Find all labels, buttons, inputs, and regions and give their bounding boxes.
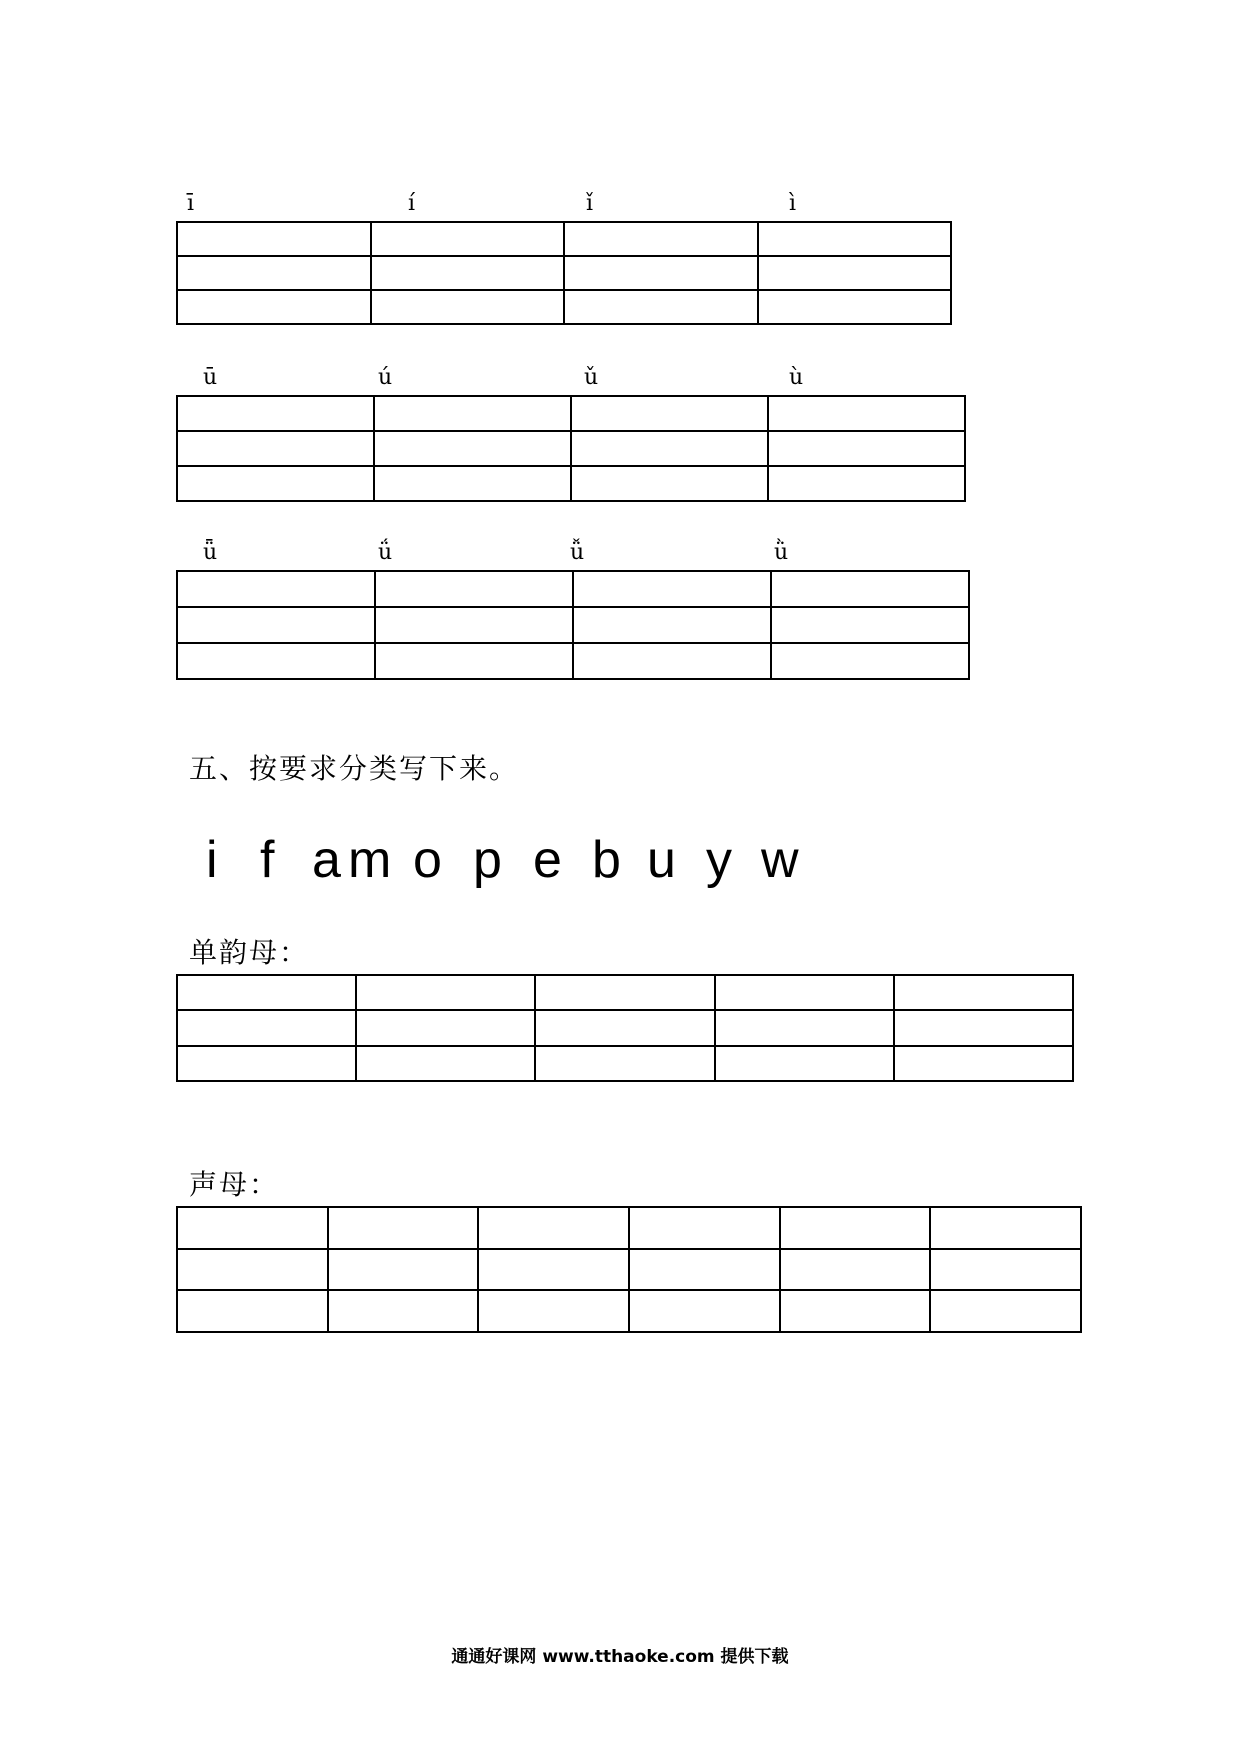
writing-cell[interactable] [930,1290,1081,1332]
writing-cell[interactable] [894,1046,1073,1081]
tone-label: ù [789,365,804,390]
writing-cell[interactable] [930,1249,1081,1291]
writing-cell[interactable] [629,1290,780,1332]
writing-cell[interactable] [780,1249,931,1291]
writing-cell[interactable] [894,975,1073,1010]
writing-cell[interactable] [356,975,535,1010]
tone-label: ū [203,365,218,390]
writing-cell[interactable] [771,643,969,679]
tone-label: ǖ [203,540,218,565]
tone-label: í [408,191,416,216]
writing-cell[interactable] [177,643,375,679]
writing-cell[interactable] [715,1046,894,1081]
writing-cell[interactable] [177,1046,356,1081]
tone-label: ǜ [774,540,789,565]
writing-cell[interactable] [374,466,571,501]
writing-cell[interactable] [535,1046,714,1081]
writing-cell[interactable] [629,1249,780,1291]
writing-grid-initials [176,1206,1082,1333]
tone-label: ǔ [584,365,599,390]
letter: a [312,831,341,889]
writing-cell[interactable] [374,431,571,466]
writing-cell[interactable] [375,571,573,607]
initials-label: 声母： [189,1168,280,1201]
writing-cell[interactable] [356,1010,535,1045]
section-title: 五、按要求分类写下来。 [189,752,520,785]
tone-label: ú [378,365,393,390]
writing-cell[interactable] [894,1010,1073,1045]
writing-cell[interactable] [573,643,771,679]
writing-cell[interactable] [478,1207,629,1249]
writing-cell[interactable] [771,571,969,607]
writing-cell[interactable] [573,571,771,607]
writing-cell[interactable] [930,1207,1081,1249]
writing-cell[interactable] [177,431,374,466]
letter: w [761,831,799,889]
writing-cell[interactable] [371,256,565,290]
letter: o [413,831,442,889]
writing-cell[interactable] [177,571,375,607]
writing-cell[interactable] [177,1249,328,1291]
letter: b [592,831,621,889]
writing-grid-tone3 [176,570,970,680]
writing-cell[interactable] [758,290,952,324]
writing-cell[interactable] [715,1010,894,1045]
writing-cell[interactable] [328,1207,479,1249]
writing-cell[interactable] [371,222,565,256]
writing-cell[interactable] [573,607,771,643]
letter: m [348,831,392,889]
writing-cell[interactable] [758,256,952,290]
writing-cell[interactable] [771,607,969,643]
writing-cell[interactable] [564,222,758,256]
writing-cell[interactable] [758,222,952,256]
writing-cell[interactable] [780,1207,931,1249]
writing-cell[interactable] [715,975,894,1010]
writing-cell[interactable] [356,1046,535,1081]
writing-cell[interactable] [177,1290,328,1332]
letter: u [647,831,676,889]
writing-grid-finals [176,974,1074,1082]
letter: e [533,831,562,889]
writing-cell[interactable] [374,396,571,431]
writing-cell[interactable] [177,1010,356,1045]
writing-cell[interactable] [375,643,573,679]
writing-cell[interactable] [177,396,374,431]
letter-list [206,830,806,890]
writing-cell[interactable] [478,1290,629,1332]
writing-cell[interactable] [371,290,565,324]
letter: i [206,831,218,889]
writing-cell[interactable] [177,222,371,256]
writing-cell[interactable] [328,1249,479,1291]
writing-cell[interactable] [571,396,768,431]
writing-cell[interactable] [768,466,965,501]
writing-cell[interactable] [375,607,573,643]
tone-label: ǘ [378,540,393,565]
writing-cell[interactable] [564,290,758,324]
writing-cell[interactable] [478,1249,629,1291]
writing-cell[interactable] [328,1290,479,1332]
writing-cell[interactable] [571,466,768,501]
writing-cell[interactable] [768,396,965,431]
tone-label: ī [187,191,195,216]
writing-cell[interactable] [629,1207,780,1249]
writing-cell[interactable] [571,431,768,466]
writing-cell[interactable] [177,1207,328,1249]
tone-label: ǐ [586,191,594,216]
footer-text: 通通好课网 www.tthaoke.com 提供下载 [451,1647,789,1667]
writing-cell[interactable] [535,1010,714,1045]
writing-cell[interactable] [177,290,371,324]
writing-cell[interactable] [177,466,374,501]
writing-cell[interactable] [535,975,714,1010]
writing-grid-tone1 [176,221,952,325]
letter: f [260,831,275,889]
writing-cell[interactable] [564,256,758,290]
tone-label: ǚ [570,540,585,565]
letter: y [706,831,732,889]
writing-cell[interactable] [780,1290,931,1332]
writing-cell[interactable] [177,256,371,290]
writing-cell[interactable] [768,431,965,466]
tone-label: ì [789,191,797,216]
writing-cell[interactable] [177,607,375,643]
writing-grid-tone2 [176,395,966,502]
writing-cell[interactable] [177,975,356,1010]
finals-label: 单韵母： [189,936,310,969]
letter: p [473,831,502,889]
